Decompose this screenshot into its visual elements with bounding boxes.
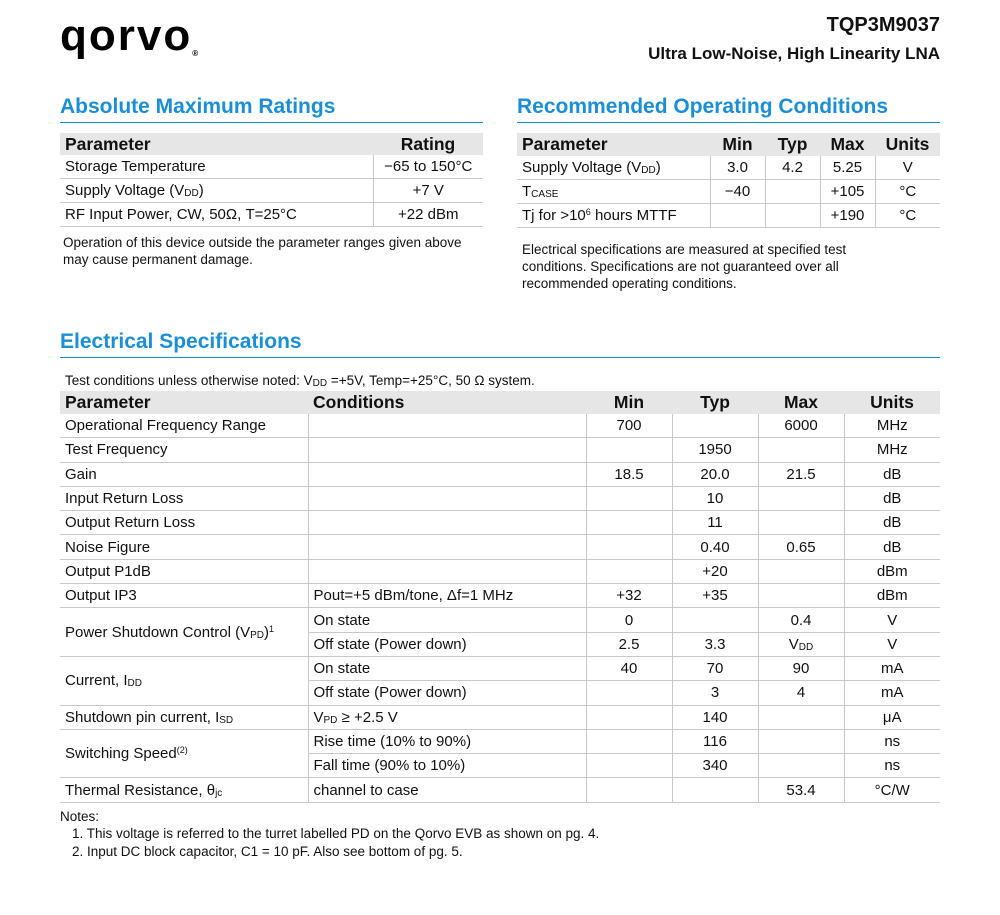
typ-cell: [765, 204, 820, 228]
table-row: [60, 584, 940, 608]
table-row: [60, 656, 940, 680]
rec-op-title: Recommended Operating Conditions: [517, 95, 940, 123]
units-cell: °C/W: [844, 778, 940, 802]
cond-cell: Rise time (10% to 90%): [308, 729, 586, 753]
rec-op-table: [517, 133, 940, 228]
table-header-row: [60, 391, 940, 414]
max-cell: 90: [758, 656, 844, 680]
table-row: [60, 559, 940, 583]
min-cell: 18.5: [586, 462, 672, 486]
rating-cell: −65 to 150°C: [373, 155, 483, 179]
typ-cell: 10: [672, 486, 758, 510]
max-cell: [758, 584, 844, 608]
cond-cell: Off state (Power down): [308, 681, 586, 705]
col-units: Units: [844, 391, 940, 414]
col-typ: Typ: [672, 391, 758, 414]
param-cell: Power Shutdown Control (VPD)$^1$: [60, 608, 308, 657]
max-cell: [758, 486, 844, 510]
table-row: [60, 203, 483, 227]
param-cell: RF Input Power, CW, 50Ω, T=25°C: [60, 203, 373, 227]
col-min: Min: [710, 133, 765, 156]
param-cell: Supply Voltage (VDD): [517, 156, 710, 180]
units-cell: mA: [844, 656, 940, 680]
param-cell: Shutdown pin current, ISD: [60, 705, 308, 729]
units-cell: dBm: [844, 559, 940, 583]
table-row: [60, 179, 483, 203]
col-max: Max: [758, 391, 844, 414]
cond-cell: On state: [308, 656, 586, 680]
min-cell: +32: [586, 584, 672, 608]
param-cell: Output P1dB: [60, 559, 308, 583]
param-cell: Storage Temperature: [60, 155, 373, 179]
max-cell: 4: [758, 681, 844, 705]
param-cell: Tj for $>10^6$ hours MTTF: [517, 204, 710, 228]
units-cell: V: [844, 608, 940, 632]
units-cell: mA: [844, 681, 940, 705]
col-parameter: Parameter: [60, 133, 373, 155]
table-row: [517, 204, 940, 228]
cond-cell: [308, 438, 586, 462]
min-cell: [586, 778, 672, 802]
min-cell: 40: [586, 656, 672, 680]
units-cell: MHz: [844, 438, 940, 462]
cond-cell: [308, 511, 586, 535]
col-parameter: Parameter: [517, 133, 710, 156]
typ-cell: 140: [672, 705, 758, 729]
cond-cell: On state: [308, 608, 586, 632]
min-cell: [586, 438, 672, 462]
param-cell: Supply Voltage (VDD): [60, 179, 373, 203]
cond-cell: [308, 535, 586, 559]
rating-cell: +22 dBm: [373, 203, 483, 227]
max-cell: [758, 511, 844, 535]
max-cell: 21.5: [758, 462, 844, 486]
max-cell: 53.4: [758, 778, 844, 802]
param-cell: Gain: [60, 462, 308, 486]
typ-cell: 0.40: [672, 535, 758, 559]
abs-max-table: [60, 133, 483, 227]
max-cell: VDD: [758, 632, 844, 656]
abs-max-title: Absolute Maximum Ratings: [60, 95, 483, 123]
typ-cell: 340: [672, 754, 758, 778]
qorvo-logo: [60, 11, 199, 60]
table-row: [60, 608, 940, 632]
typ-cell: [672, 414, 758, 438]
param-cell: Noise Figure: [60, 535, 308, 559]
col-conditions: Conditions: [308, 391, 586, 414]
table-row: [517, 180, 940, 204]
typ-cell: [765, 180, 820, 204]
table-row: [60, 729, 940, 753]
table-row: [60, 705, 940, 729]
max-cell: 5.25: [820, 156, 875, 180]
units-cell: dB: [844, 511, 940, 535]
logo-registered-mark: ®: [192, 49, 199, 58]
param-cell: TCASE: [517, 180, 710, 204]
max-cell: [758, 729, 844, 753]
table-row: [60, 511, 940, 535]
min-cell: [586, 754, 672, 778]
abs-max-note: Operation of this device outside the parameter ranges given above may cause permanent damage.: [63, 235, 462, 267]
typ-cell: 70: [672, 656, 758, 680]
col-parameter: Parameter: [60, 391, 308, 414]
param-cell: Thermal Resistance, θjc: [60, 778, 308, 802]
typ-cell: 20.0: [672, 462, 758, 486]
typ-cell: 3.3: [672, 632, 758, 656]
min-cell: 2.5: [586, 632, 672, 656]
units-cell: dBm: [844, 584, 940, 608]
max-cell: +190: [820, 204, 875, 228]
typ-cell: +20: [672, 559, 758, 583]
notes-title: Notes:: [60, 809, 100, 824]
min-cell: [586, 705, 672, 729]
min-cell: −40: [710, 180, 765, 204]
param-cell: Output Return Loss: [60, 511, 308, 535]
min-cell: [586, 486, 672, 510]
units-cell: ns: [844, 754, 940, 778]
min-cell: 700: [586, 414, 672, 438]
elec-spec-title: Electrical Specifications: [60, 330, 940, 358]
units-cell: dB: [844, 486, 940, 510]
param-cell: Operational Frequency Range: [60, 414, 308, 438]
col-units: Units: [875, 133, 940, 156]
max-cell: 0.65: [758, 535, 844, 559]
note-2: 2. Input DC block capacitor, C1 = 10 pF. Also see bottom of pg. 5.: [72, 844, 463, 859]
min-cell: 0: [586, 608, 672, 632]
col-typ: Typ: [765, 133, 820, 156]
table-row: [517, 156, 940, 180]
max-cell: 6000: [758, 414, 844, 438]
cond-cell: Pout=+5 dBm/tone, Δf=1 MHz: [308, 584, 586, 608]
cond-cell: [308, 414, 586, 438]
min-cell: [586, 729, 672, 753]
table-row: [60, 155, 483, 179]
rec-op-note: Electrical specifications are measured at specified test conditions. Specifications are not guaranteed over all recommended operating conditions.: [522, 242, 847, 291]
min-cell: [710, 204, 765, 228]
param-cell: Output IP3: [60, 584, 308, 608]
units-cell: V: [875, 156, 940, 180]
param-cell: Switching Speed$^{(2)}$: [60, 729, 308, 778]
typ-cell: [672, 608, 758, 632]
cond-cell: Fall time (90% to 10%): [308, 754, 586, 778]
table-row: [60, 462, 940, 486]
note-1: 1. This voltage is referred to the turret labelled PD on the Qorvo EVB as shown on pg. 4.: [72, 826, 600, 841]
col-rating: Rating: [373, 133, 483, 155]
col-min: Min: [586, 391, 672, 414]
cond-cell: [308, 486, 586, 510]
param-cell: Current, IDD: [60, 656, 308, 705]
elec-spec-table: [60, 391, 940, 803]
max-cell: 0.4: [758, 608, 844, 632]
units-cell: ns: [844, 729, 940, 753]
cond-cell: [308, 559, 586, 583]
typ-cell: 11: [672, 511, 758, 535]
table-header-row: [60, 133, 483, 155]
col-max: Max: [820, 133, 875, 156]
logo-text: qorvo: [60, 11, 193, 60]
units-cell: °C: [875, 204, 940, 228]
table-row: [60, 535, 940, 559]
table-row: [60, 438, 940, 462]
min-cell: [586, 511, 672, 535]
table-row: [60, 778, 940, 802]
cond-cell: Off state (Power down): [308, 632, 586, 656]
min-cell: 3.0: [710, 156, 765, 180]
document-subtitle: Ultra Low-Noise, High Linearity LNA: [648, 44, 940, 63]
param-cell: Input Return Loss: [60, 486, 308, 510]
table-header-row: [517, 133, 940, 156]
min-cell: [586, 559, 672, 583]
max-cell: [758, 559, 844, 583]
units-cell: V: [844, 632, 940, 656]
rating-cell: +7 V: [373, 179, 483, 203]
part-number: TQP3M9037: [826, 14, 940, 36]
units-cell: μA: [844, 705, 940, 729]
units-cell: MHz: [844, 414, 940, 438]
max-cell: [758, 438, 844, 462]
test-conditions: Test conditions unless otherwise noted: VDD =+5V, Temp=+25°C, 50 Ω system.: [65, 373, 535, 389]
units-cell: dB: [844, 535, 940, 559]
table-row: [60, 414, 940, 438]
cond-cell: [308, 462, 586, 486]
typ-cell: 116: [672, 729, 758, 753]
max-cell: +105: [820, 180, 875, 204]
min-cell: [586, 681, 672, 705]
param-cell: Test Frequency: [60, 438, 308, 462]
typ-cell: [672, 778, 758, 802]
max-cell: [758, 705, 844, 729]
typ-cell: 3: [672, 681, 758, 705]
min-cell: [586, 535, 672, 559]
typ-cell: 1950: [672, 438, 758, 462]
typ-cell: +35: [672, 584, 758, 608]
table-row: [60, 486, 940, 510]
units-cell: °C: [875, 180, 940, 204]
units-cell: dB: [844, 462, 940, 486]
max-cell: [758, 754, 844, 778]
typ-cell: 4.2: [765, 156, 820, 180]
cond-cell: channel to case: [308, 778, 586, 802]
cond-cell: VPD ≥ +2.5 V: [308, 705, 586, 729]
